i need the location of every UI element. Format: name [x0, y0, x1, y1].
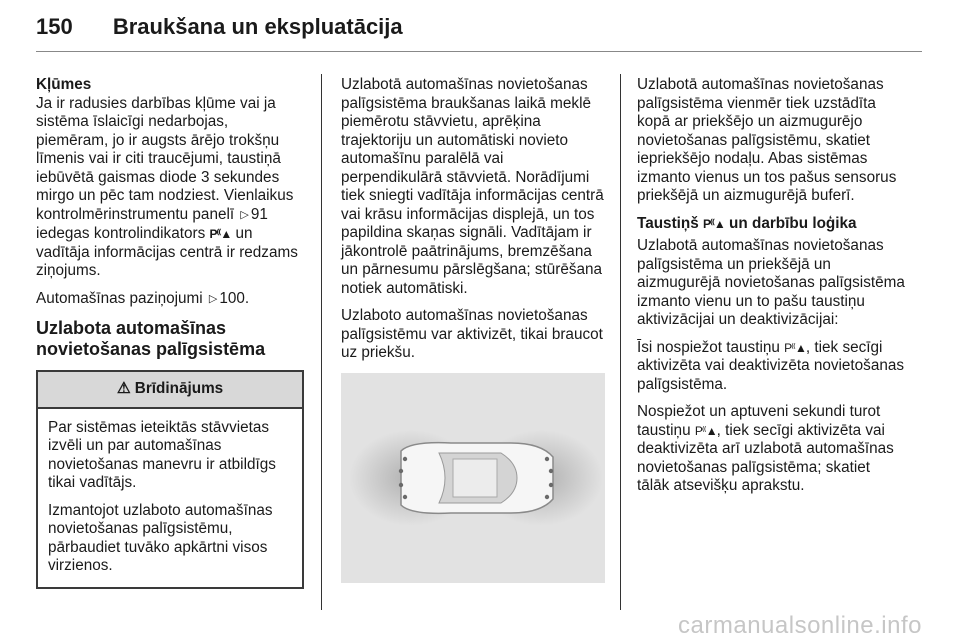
messages-text: Automašīnas paziņojumi — [36, 289, 203, 307]
warning-body — [38, 409, 302, 587]
header-rule — [36, 51, 922, 52]
short-press-paragraph — [637, 339, 905, 395]
park-assist-icon: P⁽⁽▲ — [209, 227, 232, 241]
button-paragraph: Uzlabotā automašīnas novietošanas palīgsistēma un priekšējā un aizmugurējā novietošanas palīgsistēma izmanto vienu un to pašu taustiņu aktivizācijai un deaktivizācijai: — [637, 237, 905, 328]
column-middle — [341, 76, 605, 583]
sensors-paragraph: Uzlabotā automašīnas novietošanas palīgsistēma vienmēr tiek uzstādīta kopā ar priekšējo un aizmugurējo novietošanas palīgsistēmu, skatiet iepriekšējo nodaļu. Abas sistēmas izmanto vienus un tos pašus sensorus priekšējā un aizmugurējā buferī. — [637, 76, 897, 204]
intro-paragraph: Uzlabotā automašīnas novietošanas palīgsistēma braukšanas laikā meklē piemērotu stāvvietu, aprēķina trajektoriju un automātiski novieto automašīnu paralēlā vai perpendikulārā stāvvietā. Norādījumi tiek sniegti vadītāja informācijas centrā vai krāsu informācijas displejā, un tos papildina skaņas signāli. Vadītājam ir jākontrolē paātrinājums, bremzēšana un pārnesumu pārslēgšana; stūrēšana notiek automātiski. — [341, 76, 604, 297]
warning-header — [38, 372, 302, 409]
warning-box — [36, 370, 304, 589]
watermark: carmanualsonline.info — [678, 612, 922, 639]
heading-text-b: un darbību loģika — [729, 214, 857, 232]
section-title: Uzlabota automašīnas novietošanas palīgsistēma — [36, 318, 266, 359]
column-right — [637, 76, 905, 505]
messages-paragraph — [36, 290, 304, 310]
button-logic-heading — [637, 215, 905, 234]
faults-paragraph — [36, 95, 304, 281]
park-assist-icon: P⁽⁽▲ — [784, 340, 806, 355]
long-press-paragraph — [637, 403, 905, 496]
column-left — [36, 76, 304, 589]
short-press-text-b: , tiek secīgi aktivizēta vai deaktivizēta novietošanas palīgsistēma. — [637, 338, 904, 393]
short-press-text: Īsi nospiežot taustiņu — [637, 338, 780, 356]
car-top-view-image — [341, 373, 605, 583]
long-press-text-b: , tiek secīgi aktivizēta vai deaktivizēta arī uzlabotā automašīnas novietošanas palīgsistēma; skatiet tālāk atsevišķu aprakstu. — [637, 421, 894, 494]
park-assist-icon: P⁽⁽▲ — [703, 216, 725, 231]
activation-paragraph: Uzlaboto automašīnas novietošanas palīgsistēmu var aktivizēt, tikai braucot uz priekšu. — [341, 307, 603, 361]
warning-text: Izmantojot uzlaboto automašīnas novietošanas palīgsistēmu, pārbaudiet tuvāko apkārtni visos virzienos. — [48, 501, 273, 574]
park-assist-icon: P⁽⁽▲ — [694, 423, 717, 438]
column-divider — [620, 74, 621, 610]
page-header — [36, 14, 403, 40]
faults-heading: Kļūmes — [36, 76, 92, 93]
faults-text: Ja ir radusies darbības kļūme vai ja sistēma īslaicīgi nedarbojas, piemēram, jo ir augsts ārējo trokšņu līmenis vai ir citi traucējumi, taustiņā iebūvētā gaismas diode 3 sekundes mirgo un pēc tam nodziest. Vienlaikus kontrolmērinstrumentu panelī — [36, 94, 294, 223]
arrow-right-icon: ▷ — [240, 208, 249, 221]
column-divider — [321, 74, 322, 610]
faults-text-c: un vadītāja informācijas centrā ir redzams ziņojums. — [36, 225, 298, 279]
parking-sensor-illustration — [341, 373, 605, 583]
page-ref-link[interactable]: 91 — [250, 205, 268, 223]
page-ref-link[interactable]: 100. — [219, 289, 250, 307]
warning-text: Par sistēmas ieteiktās stāvvietas izvēli un par automašīnas novietošanas manevru ir atbildīgs tikai vadītājs. — [48, 418, 276, 491]
page-number: 150 — [36, 14, 73, 39]
faults-text-b: iedegas kontrolindikators — [36, 225, 206, 242]
warning-triangle-icon: ⚠ — [116, 380, 131, 397]
long-press-text: Nospiežot un aptuveni sekundi turot taustiņu — [637, 403, 881, 439]
arrow-right-icon: ▷ — [208, 292, 218, 305]
warning-title: Brīdinājums — [134, 380, 224, 397]
heading-text: Taustiņš — [637, 214, 699, 232]
page-title: Braukšana un ekspluatācija — [112, 14, 403, 39]
